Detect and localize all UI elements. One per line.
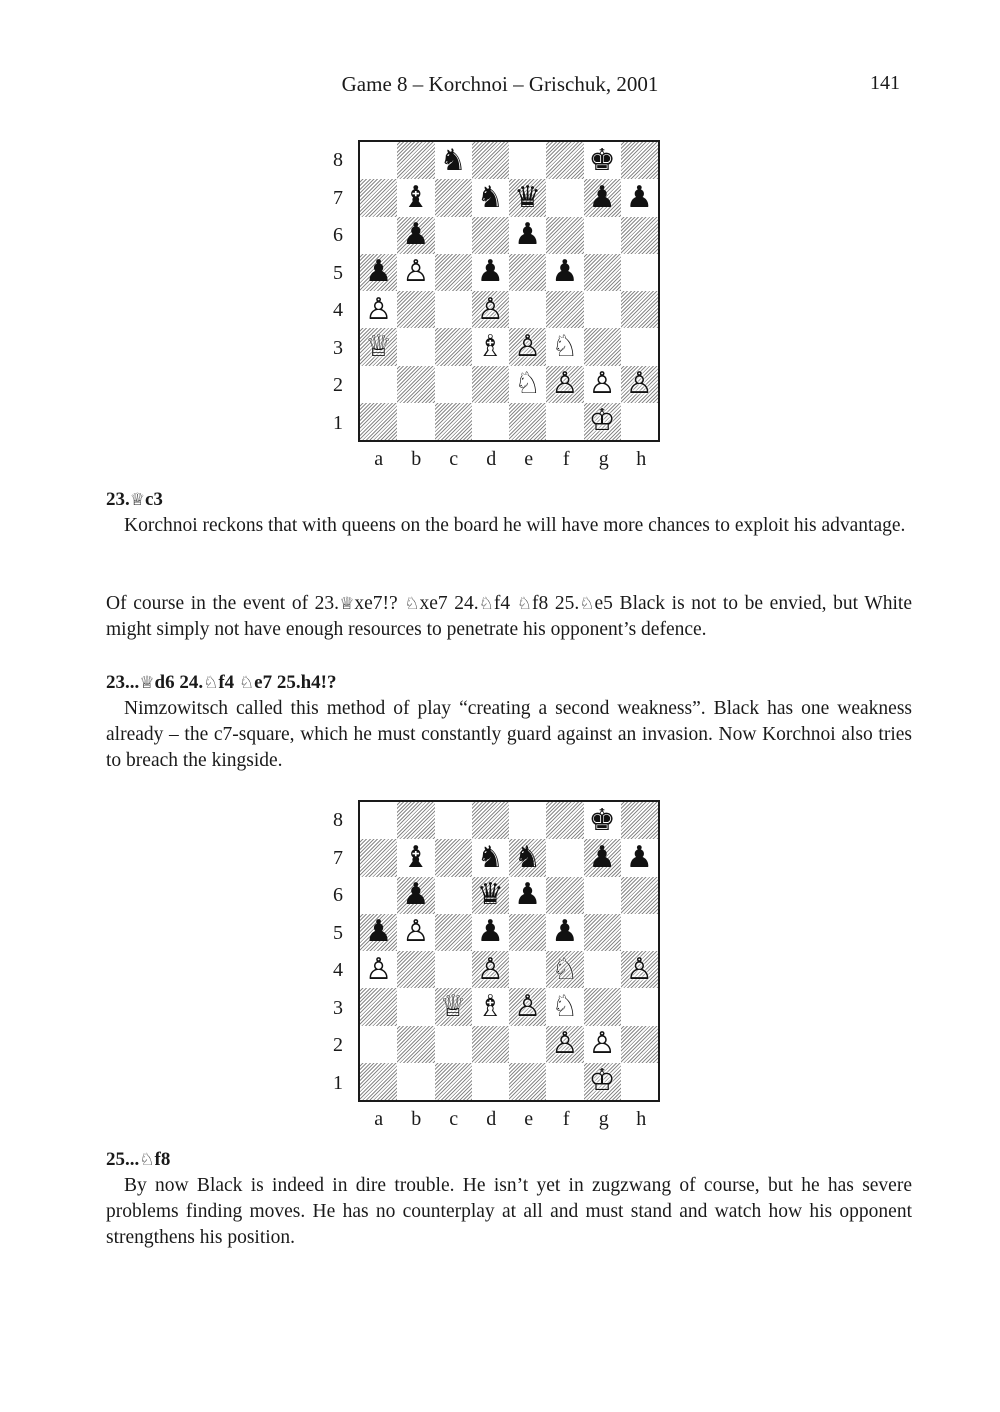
black-king-icon: ♚ xyxy=(588,802,616,838)
file-label-g: g xyxy=(598,448,609,470)
square-g2 xyxy=(584,1026,621,1063)
square-f3 xyxy=(546,328,583,365)
square-e4 xyxy=(509,291,546,328)
white-pawn-icon: ♙ xyxy=(365,951,393,987)
black-queen-icon: ♛ xyxy=(476,877,504,913)
square-b7 xyxy=(397,839,434,876)
square-a1 xyxy=(360,403,397,440)
square-f6 xyxy=(546,217,583,254)
square-c8 xyxy=(435,142,472,179)
white-pawn-icon: ♙ xyxy=(476,291,504,327)
file-label-b: b xyxy=(411,448,422,470)
square-f4 xyxy=(546,951,583,988)
white-bishop-icon: ♗ xyxy=(476,328,504,364)
square-h3 xyxy=(621,328,658,365)
rank-label-8: 8 xyxy=(333,809,343,832)
square-e8 xyxy=(509,802,546,839)
square-f5 xyxy=(546,914,583,951)
white-knight-icon: ♘ xyxy=(551,328,579,364)
paragraph-4: By now Black is indeed in dire trouble. He isn’t yet in zugzwang of course, but he has severe problems finding moves. He has no counterplay at all and must stand and watch how his opponent strengthens his position. xyxy=(106,1175,912,1248)
square-a1 xyxy=(360,1063,397,1100)
rank-label-3: 3 xyxy=(333,996,343,1019)
square-g5 xyxy=(584,254,621,291)
knight-figurine-icon: ♘ xyxy=(579,594,595,614)
running-title: Game 8 – Korchnoi – Grischuk, 2001 xyxy=(341,72,659,96)
black-pawn-icon: ♟ xyxy=(476,254,504,290)
square-g2 xyxy=(584,366,621,403)
rank-label-3: 3 xyxy=(333,336,343,359)
rank-label-1: 1 xyxy=(333,411,343,434)
square-h6 xyxy=(621,217,658,254)
white-pawn-icon: ♙ xyxy=(476,951,504,987)
file-label-d: d xyxy=(486,1108,497,1130)
page-number: 141 xyxy=(870,72,900,94)
square-d7 xyxy=(472,839,509,876)
square-h2 xyxy=(621,366,658,403)
file-label-f: f xyxy=(562,1108,570,1130)
square-d4 xyxy=(472,291,509,328)
knight-figurine-icon: ♘ xyxy=(139,1150,155,1170)
square-d8 xyxy=(472,142,509,179)
black-pawn-icon: ♟ xyxy=(514,217,542,253)
file-label-f: f xyxy=(562,448,570,470)
file-label-g: g xyxy=(598,1108,609,1130)
square-a8 xyxy=(360,802,397,839)
square-h7 xyxy=(621,839,658,876)
white-bishop-icon: ♗ xyxy=(476,988,504,1024)
knight-figurine-icon: ♘ xyxy=(516,594,533,614)
black-pawn-icon: ♟ xyxy=(365,914,393,950)
black-queen-icon: ♛ xyxy=(514,179,542,215)
square-c7 xyxy=(435,179,472,216)
white-pawn-icon: ♙ xyxy=(514,988,542,1024)
move-heading: 23.♕c3 xyxy=(106,489,163,510)
square-c1 xyxy=(435,403,472,440)
rank-label-7: 7 xyxy=(333,186,343,209)
white-king-icon: ♔ xyxy=(588,1063,616,1099)
square-c3 xyxy=(435,988,472,1025)
square-a5 xyxy=(360,914,397,951)
black-pawn-icon: ♟ xyxy=(551,254,579,290)
move-heading: 23...♕d6 24.♘f4 ♘e7 25.h4!? xyxy=(106,672,337,693)
paragraph-3: Nimzowitsch called this method of play “creating a second weakness”. Black has one weakness already – the c7-square, which he must constantly guard against an invasion. Now Korchnoi also tries to breach the kingside. xyxy=(106,698,912,771)
square-b1 xyxy=(397,1063,434,1100)
white-pawn-icon: ♙ xyxy=(625,951,653,987)
file-label-c: c xyxy=(449,448,459,470)
square-g5 xyxy=(584,914,621,951)
square-c5 xyxy=(435,254,472,291)
file-label-h: h xyxy=(636,1108,647,1130)
square-g8 xyxy=(584,802,621,839)
square-b5 xyxy=(397,254,434,291)
rank-label-4: 4 xyxy=(333,959,343,982)
move-25-section xyxy=(106,1147,912,1251)
white-king-icon: ♔ xyxy=(588,403,616,439)
square-e5 xyxy=(509,254,546,291)
square-f6 xyxy=(546,877,583,914)
white-knight-icon: ♘ xyxy=(551,988,579,1024)
square-c4 xyxy=(435,951,472,988)
black-pawn-icon: ♟ xyxy=(402,217,430,253)
square-d1 xyxy=(472,403,509,440)
square-h4 xyxy=(621,291,658,328)
file-label-e: e xyxy=(524,448,534,470)
square-g1 xyxy=(584,403,621,440)
rank-label-4: 4 xyxy=(333,299,343,322)
square-e6 xyxy=(509,877,546,914)
square-c8 xyxy=(435,802,472,839)
rank-label-6: 6 xyxy=(333,884,343,907)
square-a4 xyxy=(360,291,397,328)
rank-label-2: 2 xyxy=(333,1034,343,1057)
square-f8 xyxy=(546,142,583,179)
file-labels xyxy=(360,1108,660,1131)
square-c2 xyxy=(435,366,472,403)
square-a4 xyxy=(360,951,397,988)
square-b2 xyxy=(397,1026,434,1063)
square-a3 xyxy=(360,328,397,365)
black-knight-icon: ♞ xyxy=(476,839,504,875)
square-b7 xyxy=(397,179,434,216)
square-b5 xyxy=(397,914,434,951)
square-f7 xyxy=(546,839,583,876)
black-pawn-icon: ♟ xyxy=(625,839,653,875)
black-pawn-icon: ♟ xyxy=(551,914,579,950)
square-e8 xyxy=(509,142,546,179)
square-b1 xyxy=(397,403,434,440)
square-b3 xyxy=(397,988,434,1025)
square-a2 xyxy=(360,1026,397,1063)
black-knight-icon: ♞ xyxy=(439,142,467,178)
white-queen-icon: ♕ xyxy=(439,988,467,1024)
square-b4 xyxy=(397,291,434,328)
black-king-icon: ♚ xyxy=(588,142,616,178)
square-f8 xyxy=(546,802,583,839)
white-knight-icon: ♘ xyxy=(551,951,579,987)
rank-label-5: 5 xyxy=(333,261,343,284)
white-pawn-icon: ♙ xyxy=(588,1026,616,1062)
square-d1 xyxy=(472,1063,509,1100)
square-g6 xyxy=(584,877,621,914)
square-a7 xyxy=(360,179,397,216)
square-e7 xyxy=(509,839,546,876)
white-queen-icon: ♕ xyxy=(365,328,393,364)
square-c5 xyxy=(435,914,472,951)
square-a2 xyxy=(360,366,397,403)
square-d3 xyxy=(472,328,509,365)
rank-labels xyxy=(326,802,350,1102)
square-g1 xyxy=(584,1063,621,1100)
file-label-a: a xyxy=(374,448,384,470)
square-g8 xyxy=(584,142,621,179)
square-g4 xyxy=(584,951,621,988)
paragraph-2: Of course in the event of 23.♕xe7!? ♘xe7 24.♘f4 ♘f8 25.♘e5 Black is not to be envied, but White might simply not have enough resources to penetrate his opponent’s defence. xyxy=(106,593,912,640)
knight-figurine-icon: ♘ xyxy=(478,594,494,614)
square-a7 xyxy=(360,839,397,876)
chess-diagram-2 xyxy=(326,800,666,1140)
square-g3 xyxy=(584,988,621,1025)
rank-labels xyxy=(326,142,350,442)
black-bishop-icon: ♝ xyxy=(402,179,430,215)
knight-figurine-icon: ♘ xyxy=(404,594,420,614)
black-pawn-icon: ♟ xyxy=(402,877,430,913)
square-c4 xyxy=(435,291,472,328)
square-a6 xyxy=(360,217,397,254)
black-pawn-icon: ♟ xyxy=(365,254,393,290)
square-h4 xyxy=(621,951,658,988)
square-e2 xyxy=(509,366,546,403)
white-pawn-icon: ♙ xyxy=(402,914,430,950)
rank-label-2: 2 xyxy=(333,374,343,397)
queen-figurine-icon: ♕ xyxy=(339,594,355,614)
black-pawn-icon: ♟ xyxy=(514,877,542,913)
chess-diagram-1 xyxy=(326,140,666,480)
black-pawn-icon: ♟ xyxy=(625,179,653,215)
rank-label-1: 1 xyxy=(333,1071,343,1094)
white-pawn-icon: ♙ xyxy=(625,366,653,402)
square-f3 xyxy=(546,988,583,1025)
queen-figurine-icon: ♕ xyxy=(139,673,155,693)
square-f1 xyxy=(546,403,583,440)
knight-figurine-icon: ♘ xyxy=(238,673,255,693)
move-23-25-section xyxy=(106,670,912,774)
square-e3 xyxy=(509,988,546,1025)
square-h8 xyxy=(621,802,658,839)
square-h2 xyxy=(621,1026,658,1063)
file-label-a: a xyxy=(374,1108,384,1130)
square-d4 xyxy=(472,951,509,988)
square-f4 xyxy=(546,291,583,328)
square-d2 xyxy=(472,1026,509,1063)
white-knight-icon: ♘ xyxy=(514,366,542,402)
square-e7 xyxy=(509,179,546,216)
white-pawn-icon: ♙ xyxy=(588,366,616,402)
square-h1 xyxy=(621,403,658,440)
square-b2 xyxy=(397,366,434,403)
square-g3 xyxy=(584,328,621,365)
square-h5 xyxy=(621,914,658,951)
file-label-e: e xyxy=(524,1108,534,1130)
square-a5 xyxy=(360,254,397,291)
black-knight-icon: ♞ xyxy=(476,179,504,215)
square-b6 xyxy=(397,877,434,914)
file-label-c: c xyxy=(449,1108,459,1130)
square-e1 xyxy=(509,403,546,440)
square-e5 xyxy=(509,914,546,951)
square-g4 xyxy=(584,291,621,328)
white-pawn-icon: ♙ xyxy=(551,1026,579,1062)
square-d6 xyxy=(472,877,509,914)
square-a6 xyxy=(360,877,397,914)
black-pawn-icon: ♟ xyxy=(588,179,616,215)
black-pawn-icon: ♟ xyxy=(476,914,504,950)
square-h7 xyxy=(621,179,658,216)
square-g7 xyxy=(584,179,621,216)
square-d2 xyxy=(472,366,509,403)
square-f5 xyxy=(546,254,583,291)
chessboard xyxy=(358,140,660,442)
square-a3 xyxy=(360,988,397,1025)
square-b8 xyxy=(397,142,434,179)
square-d5 xyxy=(472,914,509,951)
square-e6 xyxy=(509,217,546,254)
square-h6 xyxy=(621,877,658,914)
knight-figurine-icon: ♘ xyxy=(203,673,219,693)
square-d8 xyxy=(472,802,509,839)
square-d7 xyxy=(472,179,509,216)
square-h5 xyxy=(621,254,658,291)
black-knight-icon: ♞ xyxy=(514,839,542,875)
square-g6 xyxy=(584,217,621,254)
file-labels xyxy=(360,448,660,471)
square-c3 xyxy=(435,328,472,365)
square-c6 xyxy=(435,877,472,914)
black-pawn-icon: ♟ xyxy=(588,839,616,875)
square-f1 xyxy=(546,1063,583,1100)
move-23-section xyxy=(106,487,912,539)
square-h8 xyxy=(621,142,658,179)
square-g7 xyxy=(584,839,621,876)
square-e1 xyxy=(509,1063,546,1100)
black-bishop-icon: ♝ xyxy=(402,839,430,875)
chessboard xyxy=(358,800,660,1102)
rank-label-8: 8 xyxy=(333,149,343,172)
square-e2 xyxy=(509,1026,546,1063)
square-h1 xyxy=(621,1063,658,1100)
rank-label-7: 7 xyxy=(333,846,343,869)
rank-label-6: 6 xyxy=(333,224,343,247)
queen-figurine-icon: ♕ xyxy=(129,490,145,510)
square-f7 xyxy=(546,179,583,216)
square-e4 xyxy=(509,951,546,988)
white-pawn-icon: ♙ xyxy=(514,328,542,364)
white-pawn-icon: ♙ xyxy=(365,291,393,327)
square-b3 xyxy=(397,328,434,365)
square-a8 xyxy=(360,142,397,179)
square-f2 xyxy=(546,1026,583,1063)
square-d3 xyxy=(472,988,509,1025)
paragraph-1: Korchnoi reckons that with queens on the board he will have more chances to exploit his advantage. xyxy=(124,515,906,536)
square-b4 xyxy=(397,951,434,988)
file-label-b: b xyxy=(411,1108,422,1130)
square-h3 xyxy=(621,988,658,1025)
square-f2 xyxy=(546,366,583,403)
square-d6 xyxy=(472,217,509,254)
square-c6 xyxy=(435,217,472,254)
square-e3 xyxy=(509,328,546,365)
move-heading: 25...♘f8 xyxy=(106,1149,171,1170)
file-label-h: h xyxy=(636,448,647,470)
square-c2 xyxy=(435,1026,472,1063)
rank-label-5: 5 xyxy=(333,921,343,944)
white-pawn-icon: ♙ xyxy=(551,366,579,402)
white-pawn-icon: ♙ xyxy=(402,254,430,290)
square-d5 xyxy=(472,254,509,291)
square-c1 xyxy=(435,1063,472,1100)
square-b8 xyxy=(397,802,434,839)
square-b6 xyxy=(397,217,434,254)
square-c7 xyxy=(435,839,472,876)
file-label-d: d xyxy=(486,448,497,470)
